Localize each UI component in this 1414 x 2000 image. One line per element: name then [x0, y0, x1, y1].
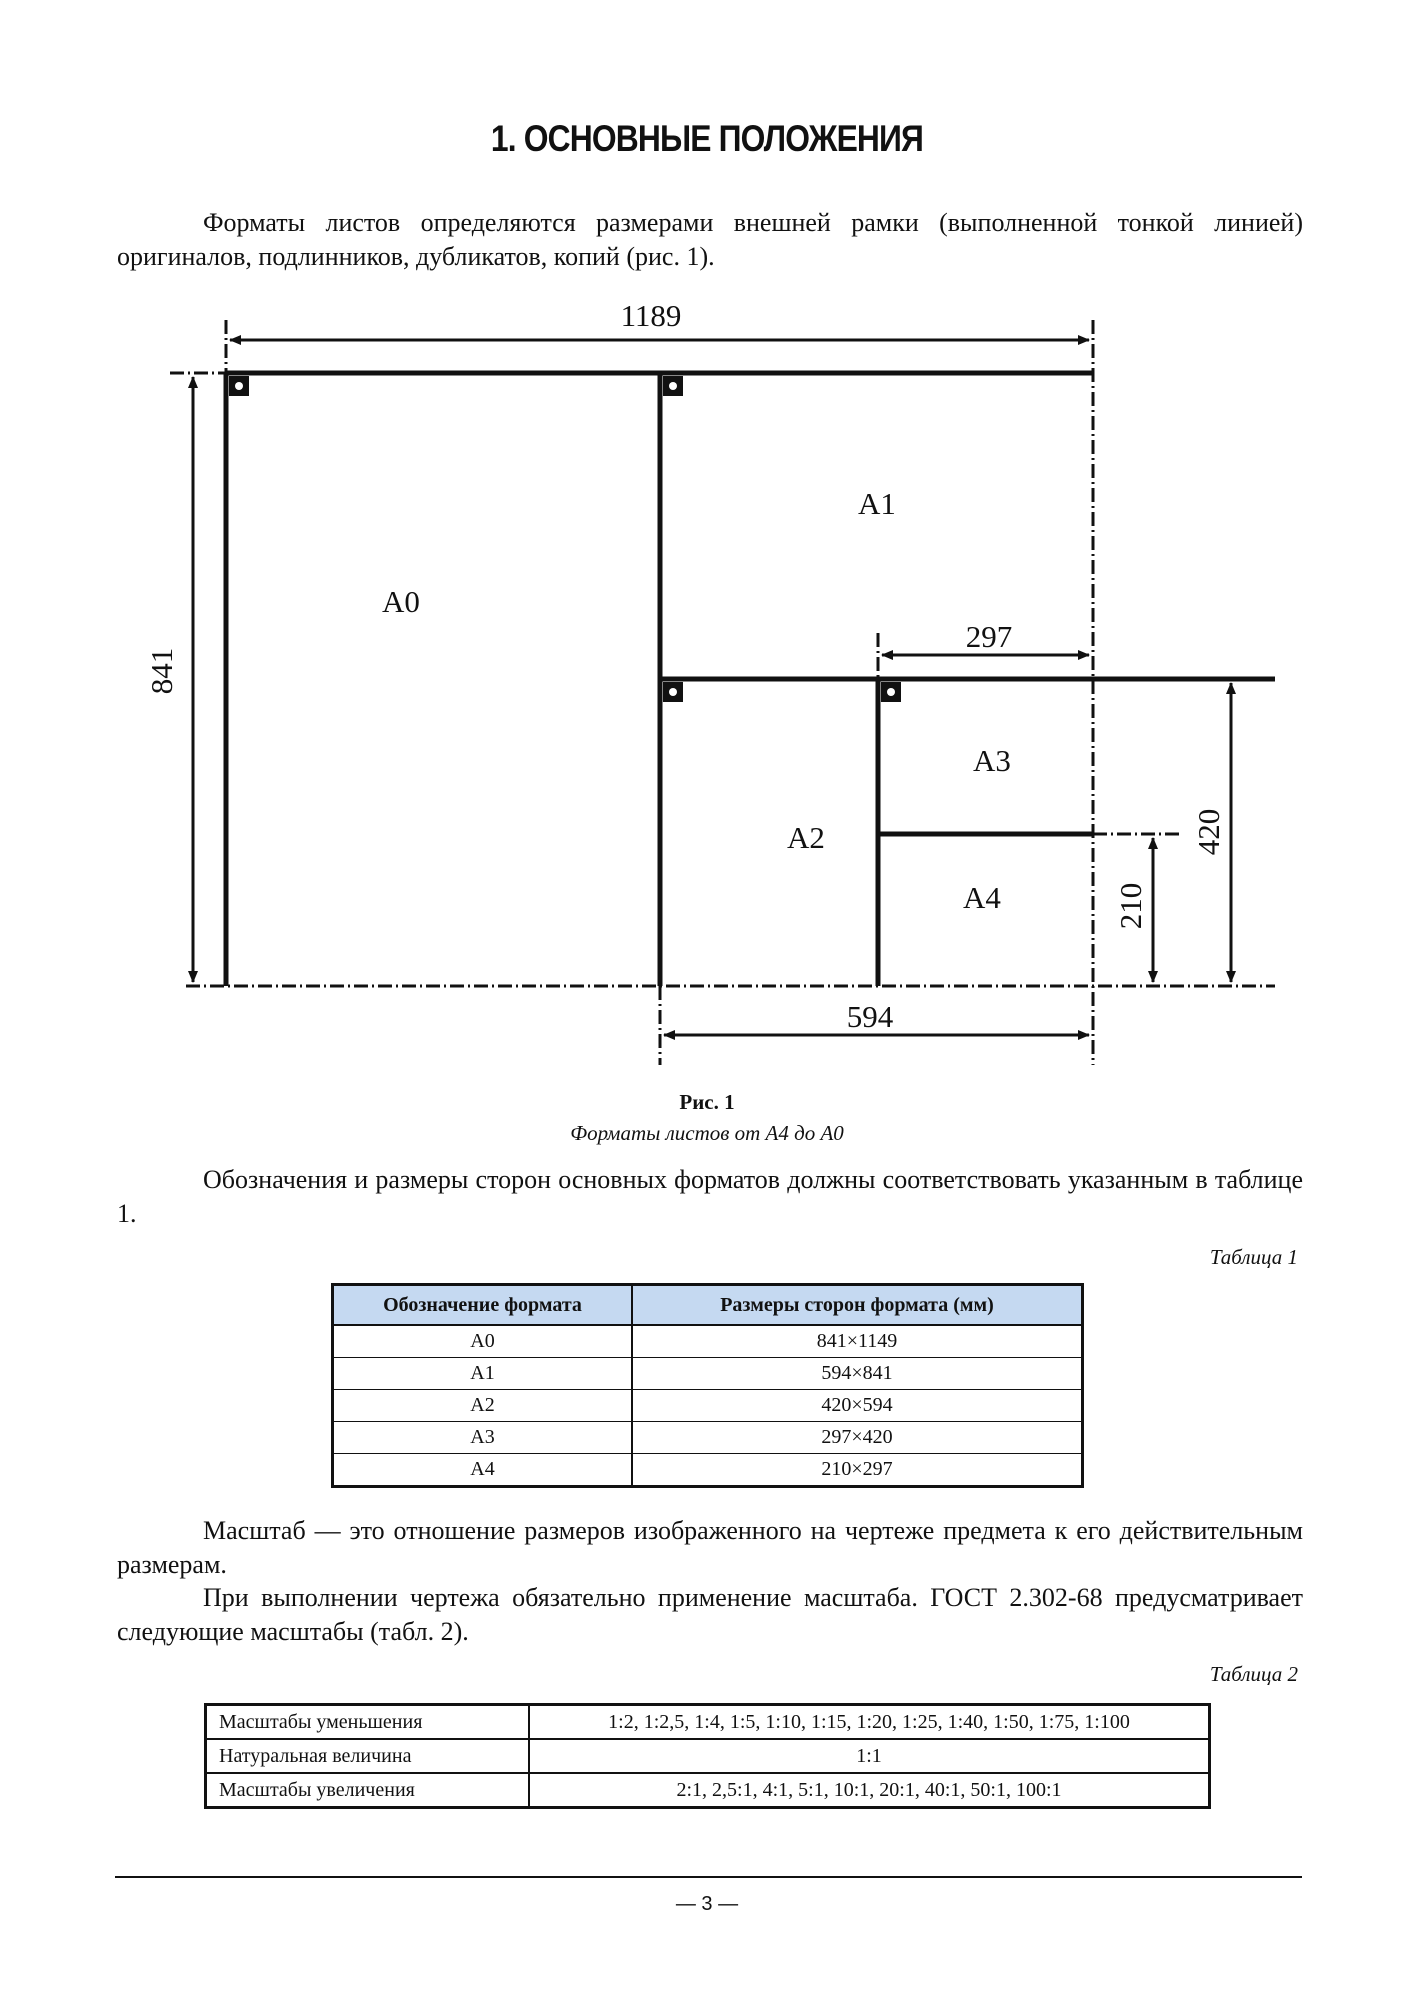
scale-type-cell: Натуральная величина	[206, 1739, 530, 1773]
corner-marks	[229, 376, 901, 702]
label-a4: А4	[963, 880, 1001, 915]
table-row	[333, 1358, 1083, 1390]
formats-table	[331, 1283, 1084, 1488]
format-cell: А1	[333, 1358, 633, 1390]
label-a1: А1	[858, 486, 896, 521]
dim-label-1189: 1189	[620, 298, 682, 333]
scales-table	[204, 1703, 1211, 1809]
intro-paragraph: Форматы листов определяются размерами внешней рамки (выполненной тонкой линией) оригиналов, подлинников, дубликатов, копий (рис. 1).	[117, 208, 1303, 271]
corner-mark-a0	[229, 376, 249, 396]
corner-mark-a3	[881, 682, 901, 702]
table-row	[333, 1390, 1083, 1422]
footer-divider	[115, 1876, 1302, 1878]
table-row	[333, 1422, 1083, 1454]
scale-standard-paragraph: При выполнении чертежа обязательно применение масштаба. ГОСТ 2.302-68 предусматривает следующие масштабы (табл. 2).	[117, 1583, 1303, 1646]
size-cell: 594×841	[632, 1358, 1083, 1390]
label-a3: А3	[973, 743, 1011, 778]
scale-values-cell: 1:2, 1:2,5, 1:4, 1:5, 1:10, 1:15, 1:20, 1:25, 1:40, 1:50, 1:75, 1:100	[529, 1705, 1210, 1740]
corner-mark-a2	[663, 682, 683, 702]
size-cell: 297×420	[632, 1422, 1083, 1454]
scale-definition-paragraph: Масштаб — это отношение размеров изображенного на чертеже предмета к его действительным размерам.	[117, 1516, 1303, 1579]
label-a0: А0	[382, 584, 420, 619]
figure-caption: Форматы листов от А4 до А0	[570, 1121, 844, 1145]
figure-number: Рис. 1	[679, 1090, 735, 1114]
table-row	[333, 1454, 1083, 1487]
size-cell: 420×594	[632, 1390, 1083, 1422]
table2-label: Таблица 2	[1209, 1662, 1298, 1686]
dim-label-420: 420	[1191, 808, 1226, 856]
scale-values-cell: 1:1	[529, 1739, 1210, 1773]
scale-type-cell: Масштабы уменьшения	[206, 1705, 530, 1740]
scale-type-cell: Масштабы увеличения	[206, 1773, 530, 1808]
format-cell: А2	[333, 1390, 633, 1422]
table-header-row	[333, 1285, 1083, 1326]
format-cell: А4	[333, 1454, 633, 1487]
size-cell: 210×297	[632, 1454, 1083, 1487]
format-cell: А0	[333, 1325, 633, 1358]
format-cell: А3	[333, 1422, 633, 1454]
scale-values-cell: 2:1, 2,5:1, 4:1, 5:1, 10:1, 20:1, 40:1, 50:1, 100:1	[529, 1773, 1210, 1808]
table1-intro-paragraph: Обозначения и размеры сторон основных форматов должны соответствовать указанным в таблице 1.	[117, 1165, 1303, 1228]
dim-label-297: 297	[965, 619, 1013, 654]
label-a2: А2	[787, 820, 825, 855]
table1-label: Таблица 1	[1209, 1245, 1298, 1269]
table-row	[206, 1739, 1210, 1773]
sheet-frame	[170, 320, 1275, 1065]
corner-mark-a1	[663, 376, 683, 396]
column-header-format: Обозначение формата	[333, 1285, 633, 1326]
table-row	[206, 1705, 1210, 1740]
table-row	[333, 1325, 1083, 1358]
dim-label-841: 841	[144, 647, 179, 695]
dim-label-210: 210	[1113, 882, 1148, 930]
column-header-sizes: Размеры сторон формата (мм)	[632, 1285, 1083, 1326]
table-row	[206, 1773, 1210, 1808]
page-title: 1. ОСНОВНЫЕ ПОЛОЖЕНИЯ	[490, 118, 924, 159]
size-cell: 841×1149	[632, 1325, 1083, 1358]
dimension-lines	[193, 340, 1231, 1035]
page-number: — 3 —	[675, 1893, 739, 1915]
dim-label-594: 594	[846, 999, 894, 1034]
